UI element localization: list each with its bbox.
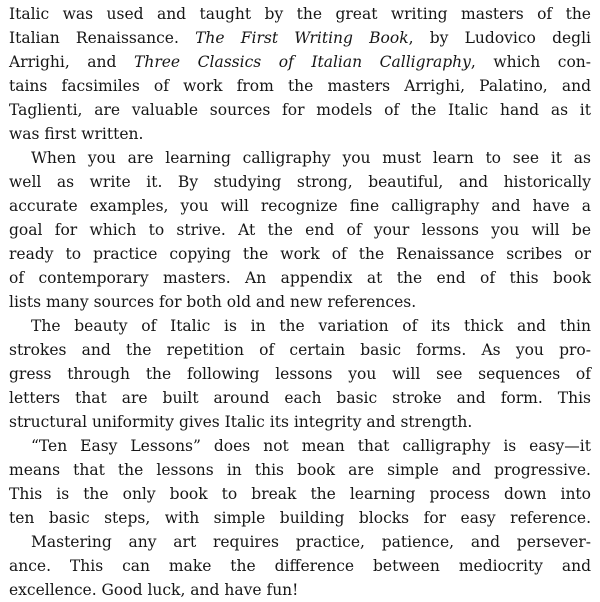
text-line: structural uniformity gives Italic its integrity and strength. — [9, 413, 473, 431]
text-line: ance. This can make the difference between mediocrity and — [9, 557, 591, 575]
text-line: accurate examples, you will recognize fine calligraphy and have a — [9, 197, 591, 215]
text-line: ready to practice copying the work of the Renaissance scribes or — [9, 245, 591, 263]
text-line: When you are learning calligraphy you must learn to see it as — [31, 149, 591, 167]
text-line: letters that are built around each basic stroke and form. This — [9, 389, 591, 407]
text-line: strokes and the repetition of certain basic forms. As you pro- — [9, 341, 591, 359]
text-line: of contemporary masters. An appendix at the end of this book — [9, 269, 591, 287]
book-title: Three Classics of Italian Calligraphy — [134, 53, 471, 71]
text-line: well as write it. By studying strong, beautiful, and historically — [9, 173, 591, 191]
text-line: excellence. Good luck, and have fun! — [9, 581, 299, 599]
text-line: Italic was used and taught by the great writing masters of the — [9, 5, 591, 23]
text-line: lists many sources for both old and new references. — [9, 293, 417, 311]
text-line: Arrighi, and Three Classics of Italian Calligraphy, which con- — [9, 53, 591, 71]
text-line: Italian Renaissance. The First Writing Book, by Ludovico degli — [9, 29, 592, 47]
text-line: Mastering any art requires practice, patience, and persever- — [31, 533, 591, 551]
text-line: This is the only book to break the learning process down into — [9, 485, 591, 503]
text-line: gress through the following lessons you will see sequences of — [9, 365, 591, 383]
text-line: means that the lessons in this book are simple and progressive. — [9, 461, 591, 479]
text-line: “Ten Easy Lessons” does not mean that calligraphy is easy—it — [31, 437, 591, 455]
text-line: goal for which to strive. At the end of your lessons you will be — [9, 221, 591, 239]
text-line: ten basic steps, with simple building blocks for easy reference. — [9, 509, 591, 527]
text-line: tains facsimiles of work from the masters Arrighi, Palatino, and — [9, 77, 591, 95]
book-title: The First Writing Book — [195, 29, 409, 47]
text-line: Taglienti, are valuable sources for models of the Italic hand as it — [9, 101, 591, 119]
text-line: was first written. — [9, 125, 144, 143]
text-line: The beauty of Italic is in the variation of its thick and thin — [31, 317, 591, 335]
